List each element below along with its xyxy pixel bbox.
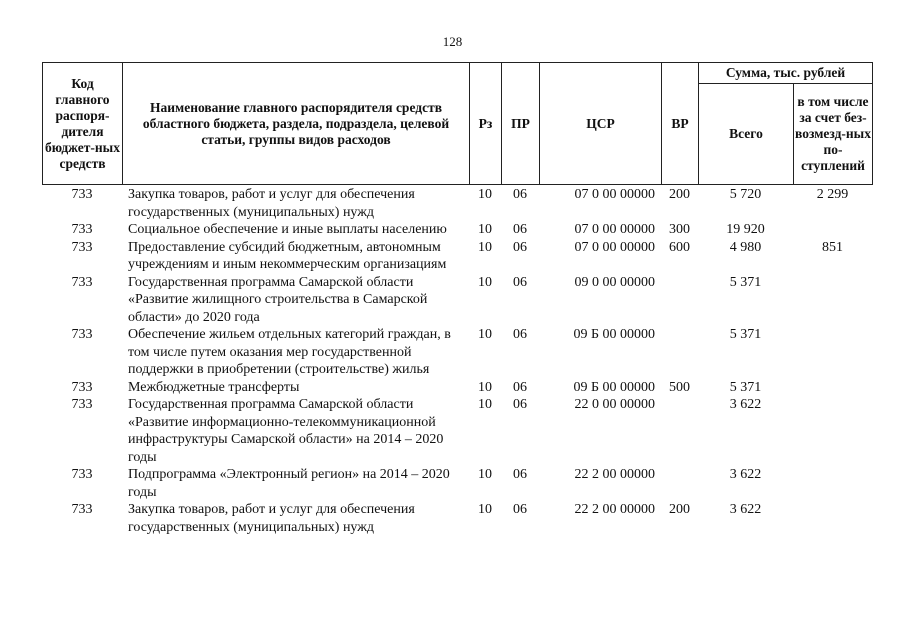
cell-csr: 09 Б 00 00000 [573, 327, 655, 342]
cell-name: Закупка товаров, работ и услуг для обеспечения государственных (муниципальных) нужд [128, 502, 415, 535]
cell-vr [661, 326, 698, 379]
cell-pr: 06 [513, 379, 527, 395]
cell-vr [661, 274, 698, 327]
table-header [42, 62, 873, 185]
cell-vr: 600 [669, 239, 690, 255]
cell-free [793, 501, 872, 536]
cell-pr: 06 [513, 502, 527, 517]
cell-total: 4 980 [729, 239, 762, 255]
cell-csr: 09 Б 00 00000 [573, 379, 655, 395]
cell-name: Подпрограмма «Электронный регион» на 2014 – 2020 годы [128, 467, 450, 500]
cell-csr: 09 0 00 00000 [574, 274, 655, 290]
cell-total: 3 622 [729, 467, 762, 482]
cell-free [793, 466, 872, 501]
header-vr: ВР [662, 63, 699, 185]
cell-vr [661, 396, 698, 466]
cell-pr: 06 [513, 187, 527, 202]
cell-csr: 07 0 00 00000 [574, 222, 655, 237]
cell-rz: 10 [478, 379, 492, 395]
header-pr: ПР [502, 63, 540, 185]
cell-total: 5 371 [729, 274, 762, 290]
cell-csr: 07 0 00 00000 [574, 239, 655, 255]
table-row [42, 501, 872, 536]
cell-pr: 06 [513, 222, 527, 237]
cell-code: 733 [71, 467, 93, 482]
cell-total: 19 920 [726, 222, 765, 237]
cell-rz: 10 [478, 274, 492, 290]
header-sum-group: Сумма, тыс. рублей [699, 63, 873, 84]
cell-pr: 06 [513, 397, 527, 412]
header-csr: ЦСР [540, 63, 662, 185]
cell-code: 733 [71, 187, 93, 202]
cell-free: 851 [822, 239, 843, 255]
cell-code: 733 [71, 274, 93, 290]
cell-pr: 06 [513, 467, 527, 482]
header-code: Код главного распоря-дителя бюджет-ных средств [43, 63, 123, 185]
page-number: 128 [442, 34, 463, 49]
cell-name: Социальное обеспечение и иные выплаты населению [128, 222, 447, 237]
cell-csr: 22 2 00 00000 [574, 502, 655, 517]
cell-pr: 06 [513, 327, 527, 342]
cell-vr: 300 [669, 222, 690, 237]
cell-total: 5 371 [729, 379, 762, 395]
cell-free [793, 221, 872, 239]
cell-name: Обеспечение жильем отдельных категорий граждан, в том числе путем оказания мер государственной поддержки в приобретении (строительстве) жилья [128, 327, 451, 377]
cell-rz: 10 [478, 239, 492, 255]
cell-code: 733 [71, 327, 93, 342]
cell-csr: 07 0 00 00000 [574, 187, 655, 202]
cell-code: 733 [71, 502, 93, 517]
header-total: Всего [699, 84, 794, 185]
cell-name: Государственная программа Самарской области «Развитие жилищного строительства в Самарской области» до 2020 года [128, 274, 428, 325]
cell-name: Межбюджетные трансферты [128, 379, 300, 395]
cell-code: 733 [71, 397, 93, 412]
cell-csr: 22 2 00 00000 [574, 467, 655, 482]
cell-rz: 10 [478, 502, 492, 517]
cell-pr: 06 [513, 239, 527, 255]
cell-name: Предоставление субсидий бюджетным, автономным учреждениям и иным некоммерческим организациям [128, 239, 447, 272]
cell-pr: 06 [513, 274, 527, 290]
cell-name: Государственная программа Самарской области «Развитие информационно-телекоммуникационной инфраструктуры Самарской области» на 2014 – 2020 годы [128, 397, 444, 465]
table-row [42, 239, 872, 274]
cell-rz: 10 [478, 222, 492, 237]
cell-vr: 200 [669, 502, 690, 517]
cell-name: Закупка товаров, работ и услуг для обеспечения государственных (муниципальных) нужд [128, 187, 415, 220]
cell-csr: 22 0 00 00000 [574, 397, 655, 412]
cell-code: 733 [71, 222, 93, 237]
cell-code: 733 [71, 239, 93, 255]
cell-rz: 10 [478, 187, 492, 202]
cell-total: 5 720 [729, 187, 762, 202]
cell-total: 3 622 [729, 397, 762, 412]
header-rz: Рз [470, 63, 502, 185]
cell-vr: 500 [669, 379, 690, 395]
header-free: в том числе за счет без-возмезд-ных по-ступлений [794, 84, 873, 185]
cell-vr: 200 [669, 187, 690, 202]
cell-free [793, 396, 872, 466]
table-row [42, 379, 872, 397]
cell-rz: 10 [478, 327, 492, 342]
cell-vr [661, 466, 698, 501]
cell-total: 3 622 [729, 502, 762, 517]
table-row [42, 396, 872, 466]
cell-total: 5 371 [729, 327, 762, 342]
cell-code: 733 [71, 379, 93, 395]
cell-free [793, 379, 872, 397]
cell-free [793, 326, 872, 379]
cell-rz: 10 [478, 467, 492, 482]
table-row [42, 221, 872, 239]
table-row [42, 186, 872, 221]
cell-free [793, 274, 872, 327]
table-row [42, 274, 872, 327]
header-name: Наименование главного распорядителя средств областного бюджета, раздела, подраздела, целевой статьи, группы видов расходов [123, 63, 470, 185]
cell-free: 2 299 [816, 187, 849, 202]
table-row [42, 326, 872, 379]
table-row [42, 466, 872, 501]
cell-rz: 10 [478, 397, 492, 412]
table-body [42, 186, 872, 536]
